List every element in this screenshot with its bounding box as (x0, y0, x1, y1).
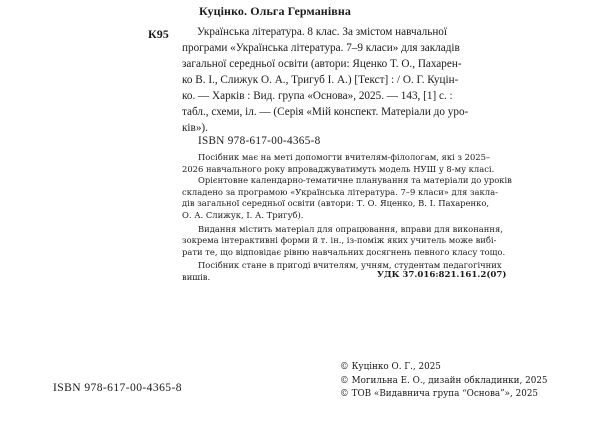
annotation-line: зокрема інтерактивні форми й т. ін., із-поміж яких учитель може вибі- (182, 235, 497, 246)
classification-code: К95 (148, 27, 169, 41)
annotation-line: О. А. Слижук, І. А. Тригуб). (182, 209, 304, 220)
copyright-line: © Куцінко О. Г., 2025 (340, 362, 441, 372)
biblio-line: ко В. І., Слижук О. А., Тригуб І. А.) [Текст] : / О. Г. Куцін- (182, 74, 459, 86)
author-name: Куцінко. Ольга Германівна (199, 4, 351, 18)
isbn-bottom: ISBN 978-617-00-4365-8 (53, 381, 182, 394)
biblio-line: програми «Українська література. 7–9 класи» для закладів (182, 42, 460, 54)
isbn-top: ISBN 978-617-00-4365-8 (198, 135, 321, 147)
copyright-line: © ТОВ «Видавнича група “Основа”», 2025 (340, 389, 539, 399)
annotation-line: Посібник має на меті допомогти вчителям-філологам, які з 2025– (198, 152, 491, 162)
biblio-line: ко. — Харків : Вид. група «Основа», 2025. — 143, [1] с. : (182, 90, 453, 102)
annotation-line: складено за програмою «Українська література. 7–9 класи» для закла- (182, 186, 498, 197)
biblio-line: ків»). (182, 122, 208, 134)
bibliographic-description (182, 24, 486, 136)
copyright-line: © Могильна Е. О., дизайн обкладинки, 2025 (340, 375, 548, 386)
biblio-line: Українська література. 8 клас. За змістом навчальної (197, 26, 448, 38)
annotation-line: 2026 навчального року впроваджуватимуть модель НУШ у 8-му класі. (182, 163, 495, 174)
annotation-line: Видання містить матеріал для опрацювання, вправи для виконання, (198, 223, 503, 234)
annotation-line: Посібник стане в пригоді вчителям, учням, студентам педагогічних (198, 260, 502, 271)
biblio-line: загальної середньої освіти (автори: Яценко Т. О., Пахарен- (182, 58, 462, 70)
annotation-line: Орієнтовне календарно-тематичне планування та матеріали до уроків (198, 175, 512, 186)
biblio-line: табл., схеми, іл. — (Серія «Мій конспект. Матеріали до уро- (182, 106, 469, 118)
annotation-line: рати те, що відповідає рівню навчальних досягнень певного класу тощо. (182, 246, 506, 257)
copyright-block (340, 361, 548, 402)
annotation-line: вишів. (182, 271, 211, 282)
annotation-line: дів загальної середньої освіти (автори: Т. О. Яценко, В. І. Пахаренко, (182, 198, 490, 209)
annotation (182, 152, 512, 284)
udk-code: УДК 37.016:821.161.2(07) (377, 270, 507, 280)
